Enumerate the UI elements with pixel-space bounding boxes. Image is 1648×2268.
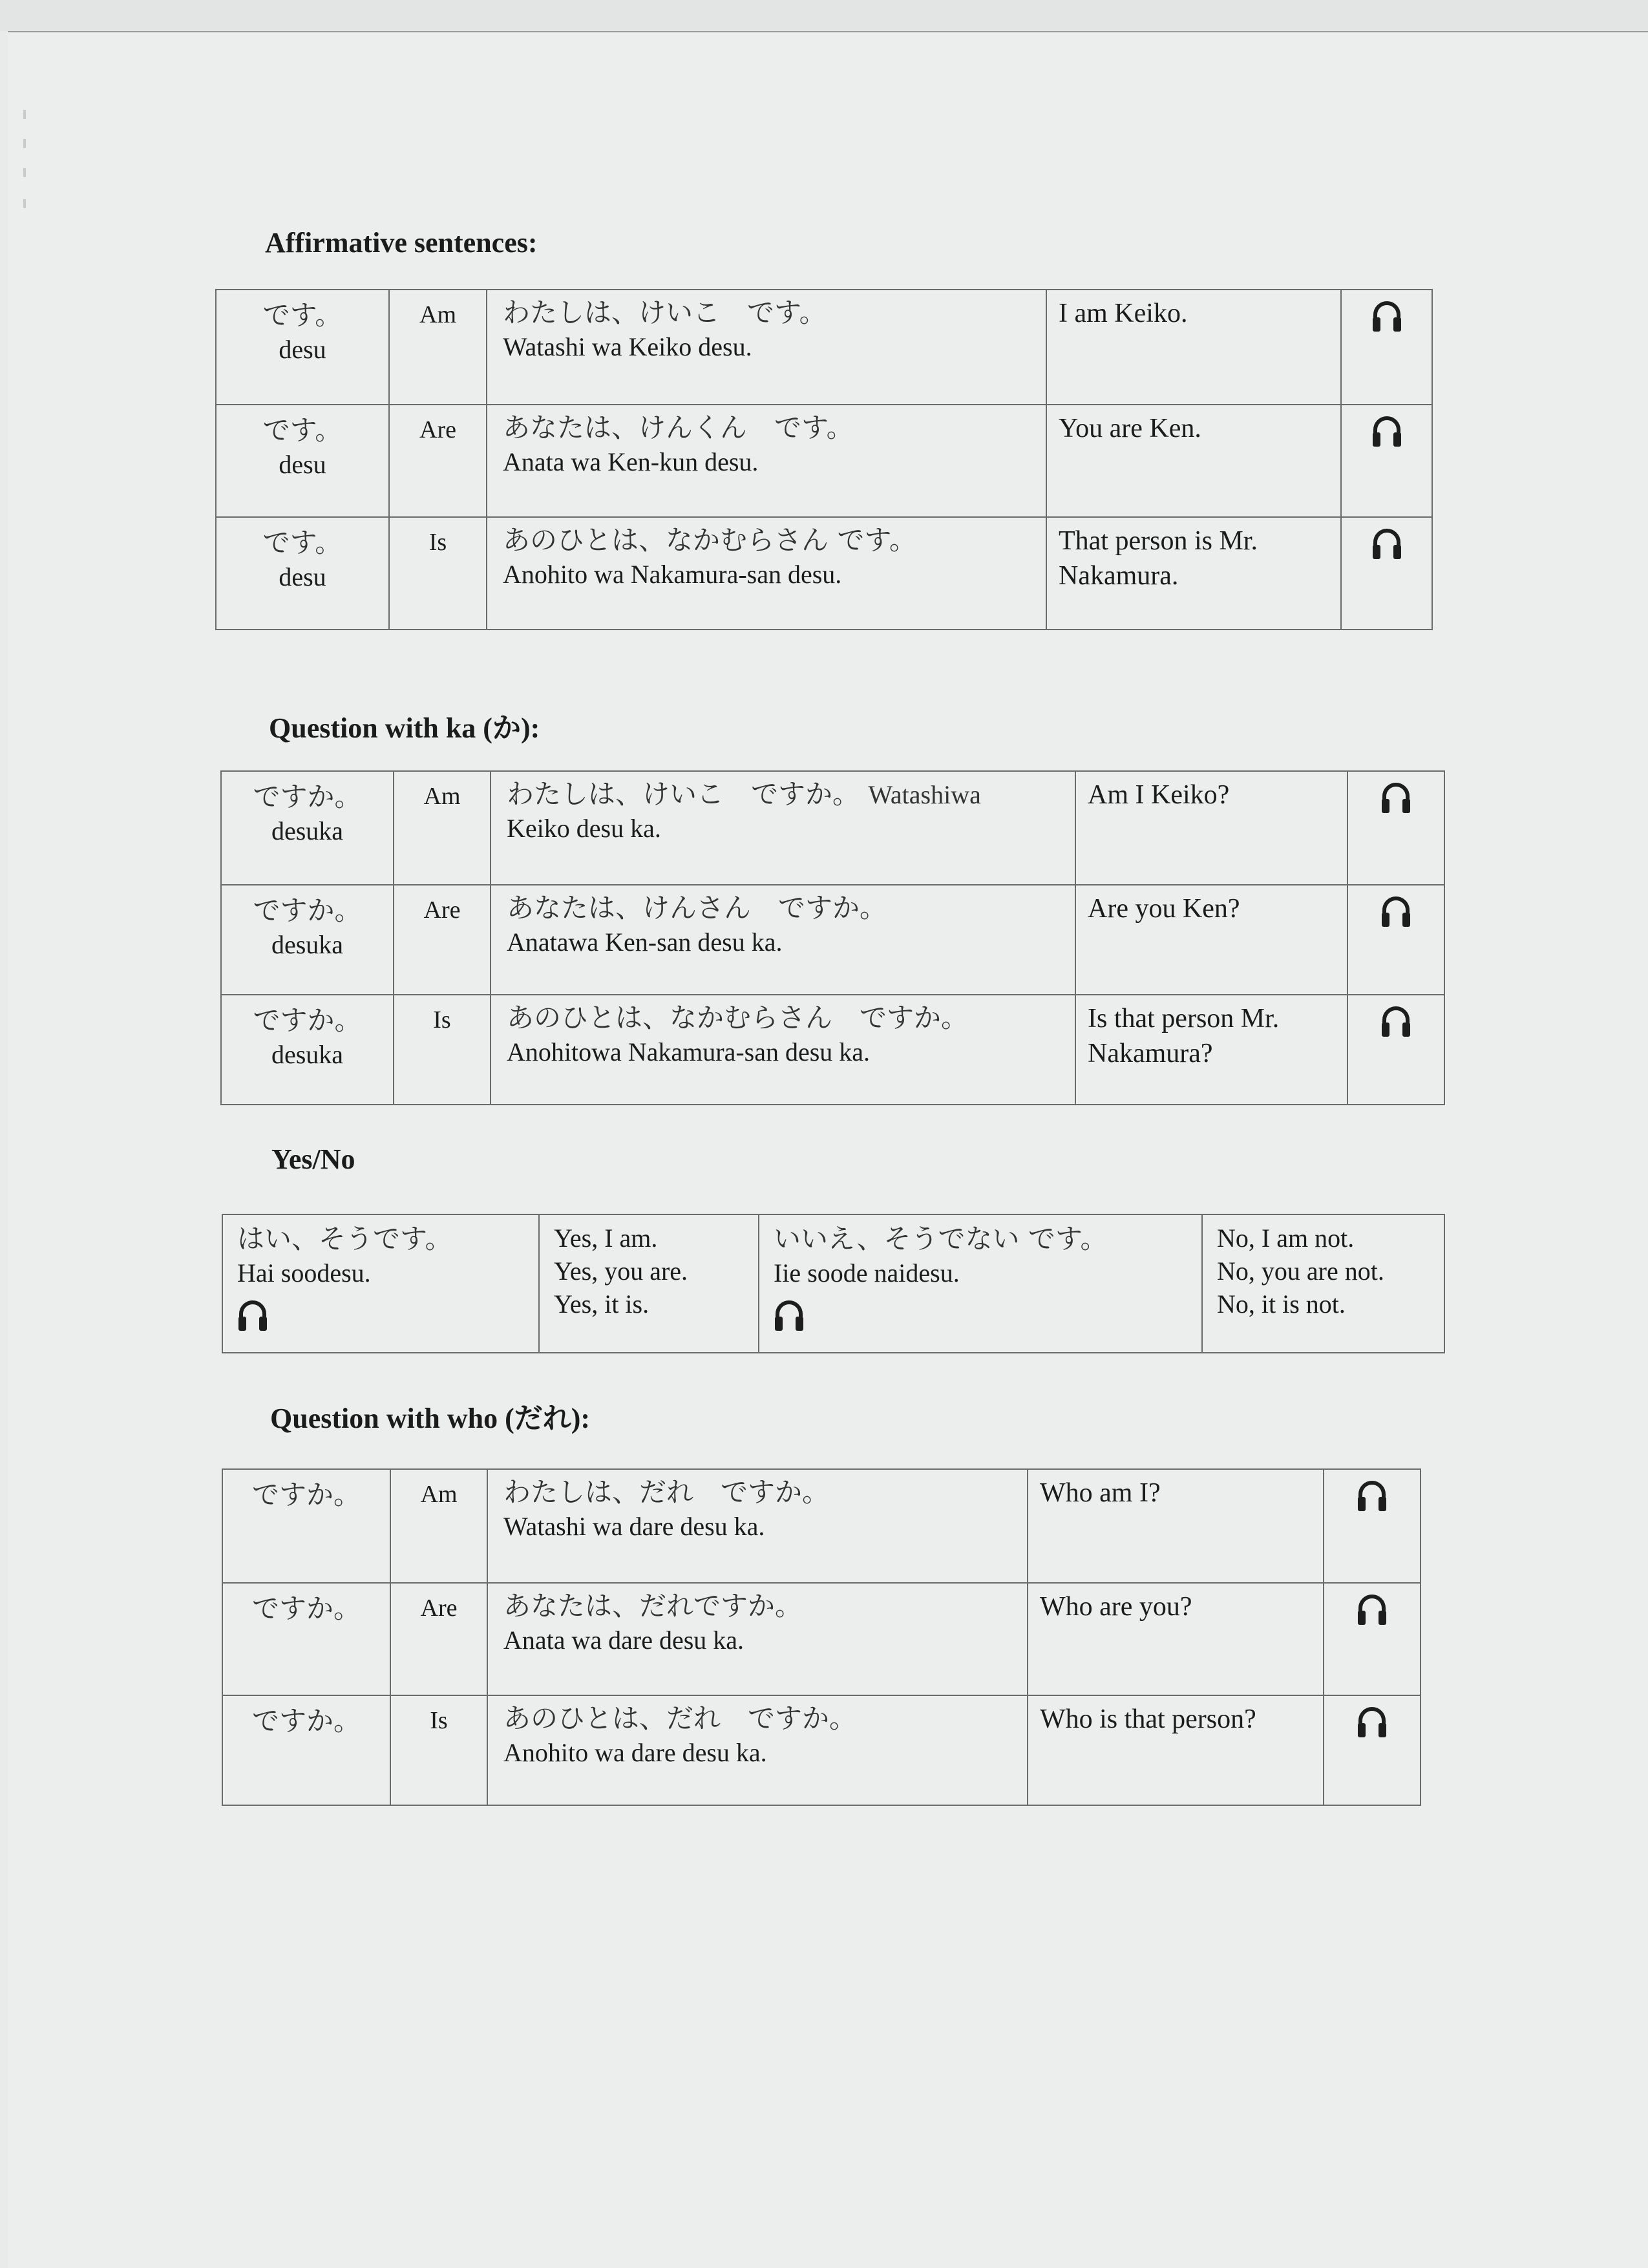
romaji-word: desuka <box>271 1039 344 1069</box>
headphones-icon[interactable] <box>1380 1004 1411 1038</box>
no-line: No, I am not. <box>1217 1224 1355 1253</box>
headphones-icon[interactable] <box>1371 299 1402 333</box>
table-row <box>221 995 1444 1105</box>
no-cell <box>759 1214 1202 1353</box>
yes-line: Yes, I am. <box>554 1224 658 1253</box>
jp-sentence: あなたは、だれですか。 <box>503 1590 803 1622</box>
english-word: Is <box>390 1695 487 1805</box>
jp-sentence: あのひとは、なかむらさん です。 <box>503 524 916 556</box>
yes-cell <box>222 1214 539 1353</box>
jp-word-cell <box>216 405 389 517</box>
jp-word: ですか。 <box>251 1593 361 1624</box>
sentence-cell <box>487 290 1046 405</box>
english-word: Am <box>390 1469 487 1583</box>
audio-cell <box>1347 771 1444 885</box>
romaji-sentence: Anohito wa dare desu ka. <box>503 1737 767 1767</box>
jp-word: ですか。 <box>251 1705 361 1737</box>
english-word: Is <box>389 517 487 630</box>
romaji-word: desu <box>279 334 326 364</box>
table-row <box>216 290 1432 405</box>
table-row <box>222 1695 1421 1805</box>
jp-word-cell <box>222 1583 390 1695</box>
headphones-icon[interactable] <box>1357 1479 1388 1512</box>
jp-sentence <box>507 777 1075 812</box>
translation: That person is Mr. Nakamura. <box>1046 517 1341 630</box>
romaji-sentence: Anohitowa Nakamura-san desu ka. <box>507 1037 871 1066</box>
yes-line: Yes, it is. <box>554 1289 650 1319</box>
jp-word-cell <box>221 885 394 995</box>
headphones-icon[interactable] <box>237 1298 268 1332</box>
no-translations <box>1202 1214 1444 1353</box>
margin-mark <box>23 139 26 148</box>
romaji-word: desu <box>279 562 326 591</box>
jp-word: ですか。 <box>253 895 362 926</box>
romaji-word: desuka <box>271 816 344 845</box>
sentence-cell <box>487 1583 1028 1695</box>
table-row <box>222 1469 1421 1583</box>
translation: Who are you? <box>1028 1583 1324 1695</box>
romaji-sentence: Watashi wa Keiko desu. <box>503 332 752 361</box>
jp-word: です。 <box>262 299 343 331</box>
jp-word: ですか。 <box>253 1004 362 1036</box>
jp-word: ですか。 <box>251 1479 361 1510</box>
sentence-cell <box>487 517 1046 630</box>
translation: Who am I? <box>1028 1469 1324 1583</box>
translation: Am I Keiko? <box>1075 771 1347 885</box>
jp-word-cell <box>222 1469 390 1583</box>
section-title-yes-no: Yes/No <box>271 1143 355 1175</box>
jp-sentence: あのひとは、なかむらさん ですか。 <box>507 1002 969 1033</box>
translation: Are you Ken? <box>1075 885 1347 995</box>
headphones-icon[interactable] <box>1357 1593 1388 1626</box>
jp-sentence-text: わたしは、けいこ ですか。 <box>507 778 860 810</box>
section-title-question-who: Question with who (だれ): <box>270 1403 591 1434</box>
english-word: Am <box>389 290 487 405</box>
yes-translations <box>539 1214 759 1353</box>
english-word: Am <box>394 771 491 885</box>
yes-no-table <box>222 1214 1445 1353</box>
table-row <box>221 771 1444 885</box>
sentence-cell <box>491 885 1075 995</box>
sentence-cell <box>487 1695 1028 1805</box>
audio-cell <box>1347 995 1444 1105</box>
yes-line: Yes, you are. <box>554 1256 688 1286</box>
no-jp: いいえ、そうでない です。 <box>774 1223 1108 1255</box>
section-title-question-ka: Question with ka (か): <box>269 712 540 744</box>
yes-romaji: Hai soodesu. <box>237 1258 371 1288</box>
jp-sentence: あのひとは、だれ ですか。 <box>503 1702 857 1734</box>
jp-word-cell <box>216 517 389 630</box>
audio-cell <box>1324 1469 1421 1583</box>
sentence-cell <box>487 1469 1028 1583</box>
headphones-icon[interactable] <box>1371 527 1402 560</box>
section-title-affirmative: Affirmative sentences: <box>265 227 538 259</box>
headphones-icon[interactable] <box>1371 414 1402 448</box>
romaji-sentence: Keiko desu ka. <box>507 813 661 843</box>
romaji-sentence: Anata wa dare desu ka. <box>503 1625 745 1655</box>
table-row <box>222 1583 1421 1695</box>
romaji-sentence: Anohito wa Nakamura-san desu. <box>503 559 842 589</box>
translation: Is that person Mr. Nakamura? <box>1075 995 1347 1105</box>
question-ka-table <box>220 770 1445 1105</box>
sentence-cell <box>491 771 1075 885</box>
audio-cell <box>1324 1695 1421 1805</box>
romaji-word: desuka <box>271 929 344 959</box>
jp-word-cell <box>221 771 394 885</box>
romaji-sentence: Watashi wa dare desu ka. <box>503 1511 765 1541</box>
sentence-cell <box>491 995 1075 1105</box>
margin-mark <box>23 110 26 119</box>
english-word: Are <box>394 885 491 995</box>
english-word: Are <box>390 1583 487 1695</box>
headphones-icon[interactable] <box>1380 781 1411 814</box>
yes-jp: はい、そうです。 <box>237 1223 452 1255</box>
audio-cell <box>1324 1583 1421 1695</box>
headphones-icon[interactable] <box>774 1298 805 1332</box>
audio-cell <box>1341 517 1432 630</box>
english-word: Is <box>394 995 491 1105</box>
table-row <box>221 885 1444 995</box>
jp-sentence: わたしは、だれ ですか。 <box>503 1476 830 1508</box>
jp-sentence: あなたは、けんさん ですか。 <box>507 892 887 924</box>
table-row <box>216 405 1432 517</box>
no-line: No, you are not. <box>1217 1256 1384 1286</box>
affirmative-table <box>215 289 1433 630</box>
translation: You are Ken. <box>1046 405 1341 517</box>
romaji-sentence: Anata wa Ken-kun desu. <box>503 447 759 476</box>
margin-mark <box>23 199 26 208</box>
scan-top-edge <box>0 0 1648 31</box>
question-who-table <box>222 1468 1421 1806</box>
headphones-icon[interactable] <box>1357 1705 1388 1739</box>
jp-word: です。 <box>262 527 343 558</box>
romaji-sentence: Anatawa Ken-san desu ka. <box>507 927 783 957</box>
romaji-word: desu <box>279 449 326 479</box>
headphones-icon[interactable] <box>1380 895 1411 928</box>
no-romaji: Iie soode naidesu. <box>774 1258 960 1288</box>
table-row <box>216 517 1432 630</box>
jp-sentence: わたしは、けいこ です。 <box>503 297 827 328</box>
jp-word-cell <box>222 1695 390 1805</box>
jp-word: ですか。 <box>253 781 362 812</box>
translation: I am Keiko. <box>1046 290 1341 405</box>
jp-word-cell <box>216 290 389 405</box>
sentence-cell <box>487 405 1046 517</box>
audio-cell <box>1341 290 1432 405</box>
translation: Who is that person? <box>1028 1695 1324 1805</box>
no-line: No, it is not. <box>1217 1289 1346 1319</box>
margin-mark <box>23 168 26 177</box>
table-row <box>222 1214 1444 1353</box>
english-word: Are <box>389 405 487 517</box>
jp-word: です。 <box>262 414 343 446</box>
romaji-sentence-start: Watashiwa <box>868 780 981 809</box>
jp-sentence: あなたは、けんくん です。 <box>503 412 854 443</box>
audio-cell <box>1347 885 1444 995</box>
jp-word-cell <box>221 995 394 1105</box>
audio-cell <box>1341 405 1432 517</box>
